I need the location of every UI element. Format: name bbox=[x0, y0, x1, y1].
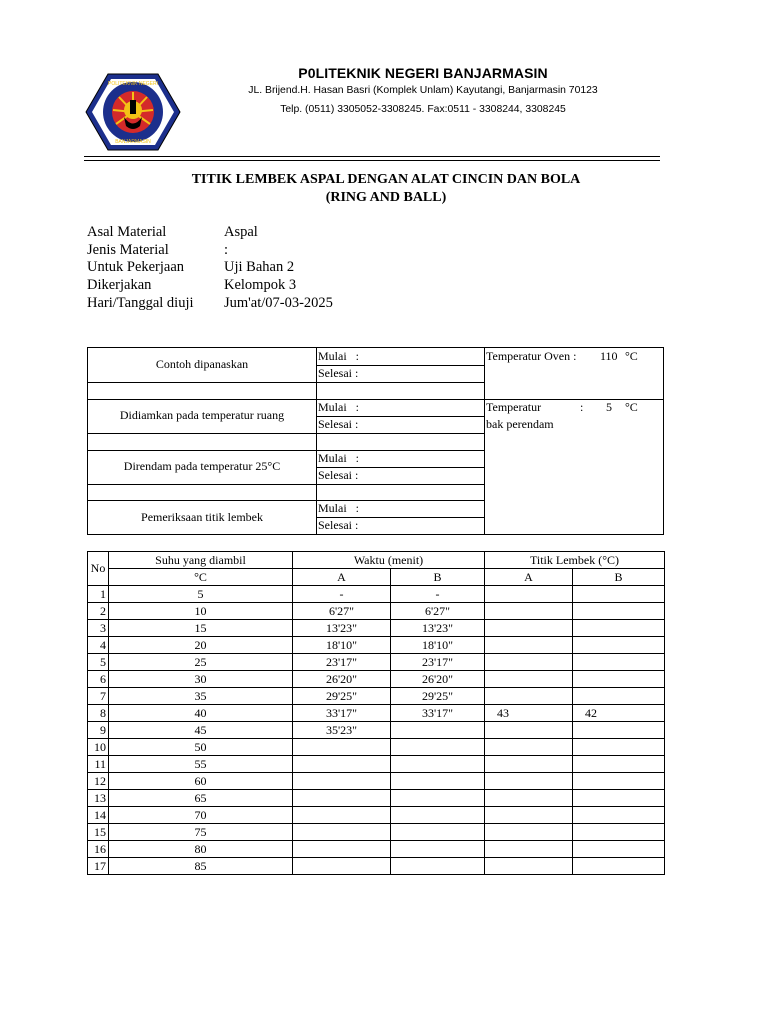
header-rule-thick bbox=[84, 156, 660, 157]
time-a-cell bbox=[293, 756, 391, 773]
table-row bbox=[88, 654, 665, 671]
bath-temperature-label-2: bak perendam bbox=[486, 417, 554, 431]
row-number: 10 bbox=[88, 739, 109, 756]
step-soak-start: Mulai : bbox=[318, 451, 359, 465]
bath-temperature-colon: : bbox=[580, 400, 584, 414]
softening-a-cell bbox=[485, 688, 573, 705]
temperature-cell: 20 bbox=[109, 637, 293, 654]
table-row bbox=[88, 773, 665, 790]
time-a-cell: 35'23" bbox=[293, 722, 391, 739]
table-row bbox=[88, 586, 665, 603]
time-a-cell: 23'17" bbox=[293, 654, 391, 671]
table-row bbox=[88, 807, 665, 824]
bath-temperature-unit: °C bbox=[625, 400, 638, 414]
row-number: 15 bbox=[88, 824, 109, 841]
header-softening-b: B bbox=[573, 569, 665, 586]
time-a-cell bbox=[293, 858, 391, 875]
step-test-start: Mulai : bbox=[318, 501, 359, 515]
row-number: 4 bbox=[88, 637, 109, 654]
softening-a-cell bbox=[485, 807, 573, 824]
softening-b-cell bbox=[573, 688, 665, 705]
time-b-cell bbox=[391, 858, 485, 875]
softening-b-cell bbox=[573, 773, 665, 790]
softening-a-cell bbox=[485, 671, 573, 688]
row-number: 14 bbox=[88, 807, 109, 824]
temperature-cell: 15 bbox=[109, 620, 293, 637]
softening-a-cell bbox=[485, 824, 573, 841]
bath-temperature-label: Temperatur bbox=[486, 400, 542, 414]
info-label-material-origin: Asal Material bbox=[87, 224, 167, 240]
time-b-cell bbox=[391, 773, 485, 790]
row-number: 6 bbox=[88, 671, 109, 688]
time-b-cell bbox=[391, 790, 485, 807]
time-b-cell: 23'17" bbox=[391, 654, 485, 671]
row-number: 8 bbox=[88, 705, 109, 722]
table-row bbox=[88, 620, 665, 637]
header-temperature-unit: °C bbox=[109, 569, 293, 586]
softening-b-cell bbox=[573, 603, 665, 620]
step-rest-label: Didiamkan pada temperatur ruang bbox=[119, 408, 285, 422]
info-value-done-by: Kelompok 3 bbox=[224, 277, 297, 293]
time-b-cell: 13'23" bbox=[391, 620, 485, 637]
time-a-cell bbox=[293, 739, 391, 756]
row-number: 9 bbox=[88, 722, 109, 739]
softening-b-cell bbox=[573, 671, 665, 688]
temperature-cell: 10 bbox=[109, 603, 293, 620]
softening-b-cell bbox=[573, 722, 665, 739]
softening-b-cell bbox=[573, 620, 665, 637]
softening-b-cell bbox=[573, 586, 665, 603]
temperature-cell: 65 bbox=[109, 790, 293, 807]
step-test-label: Pemeriksaan titik lembek bbox=[141, 510, 263, 524]
temperature-cell: 70 bbox=[109, 807, 293, 824]
table-row bbox=[88, 637, 665, 654]
table-body bbox=[88, 586, 665, 875]
time-b-cell bbox=[391, 756, 485, 773]
softening-a-cell bbox=[485, 790, 573, 807]
info-value-work: Uji Bahan 2 bbox=[224, 259, 295, 275]
temperature-cell: 45 bbox=[109, 722, 293, 739]
temperature-cell: 85 bbox=[109, 858, 293, 875]
table-row bbox=[88, 671, 665, 688]
table-row bbox=[88, 705, 665, 722]
step-heat-end: Selesai : bbox=[318, 366, 359, 380]
softening-point-table bbox=[87, 551, 665, 875]
softening-b-cell bbox=[573, 790, 665, 807]
temperature-cell: 5 bbox=[109, 586, 293, 603]
time-b-cell bbox=[391, 841, 485, 858]
table-row bbox=[88, 824, 665, 841]
time-a-cell: 6'27" bbox=[293, 603, 391, 620]
softening-a-cell bbox=[485, 739, 573, 756]
row-number: 5 bbox=[88, 654, 109, 671]
info-value-material-type: : bbox=[224, 242, 229, 258]
temperature-cell: 50 bbox=[109, 739, 293, 756]
row-number: 11 bbox=[88, 756, 109, 773]
softening-b-cell bbox=[573, 858, 665, 875]
header-time-b: B bbox=[391, 569, 485, 586]
table-row bbox=[88, 790, 665, 807]
bath-temperature-value: 5 bbox=[606, 400, 612, 414]
header-softening-point: Titik Lembek (°C) bbox=[485, 552, 665, 569]
info-value-material-origin: Aspal bbox=[224, 224, 258, 240]
table-row bbox=[88, 722, 665, 739]
softening-a-cell: 43 bbox=[485, 705, 573, 722]
step-rest-end: Selesai : bbox=[318, 417, 359, 431]
oven-temperature-value: 110 bbox=[600, 349, 618, 363]
temperature-cell: 35 bbox=[109, 688, 293, 705]
time-b-cell bbox=[391, 824, 485, 841]
time-a-cell bbox=[293, 773, 391, 790]
temperature-cell: 25 bbox=[109, 654, 293, 671]
table-row bbox=[88, 603, 665, 620]
time-a-cell: 26'20" bbox=[293, 671, 391, 688]
oven-temperature-label: Temperatur Oven : bbox=[486, 349, 577, 363]
institution-name: P0LITEKNIK NEGERI BANJARMASIN bbox=[298, 65, 548, 81]
info-value-test-date: Jum'at/07-03-2025 bbox=[224, 295, 333, 311]
svg-text:BANJARMASIN: BANJARMASIN bbox=[115, 139, 151, 145]
time-b-cell: - bbox=[391, 586, 485, 603]
softening-a-cell bbox=[485, 722, 573, 739]
softening-b-cell bbox=[573, 807, 665, 824]
table-row bbox=[88, 756, 665, 773]
softening-a-cell bbox=[485, 841, 573, 858]
time-b-cell bbox=[391, 739, 485, 756]
time-a-cell: 29'25" bbox=[293, 688, 391, 705]
softening-b-cell bbox=[573, 637, 665, 654]
process-table bbox=[87, 347, 664, 535]
header-time-a: A bbox=[293, 569, 391, 586]
time-a-cell: - bbox=[293, 586, 391, 603]
info-label-material-type: Jenis Material bbox=[87, 242, 169, 258]
softening-b-cell: 42 bbox=[573, 705, 665, 722]
header-time: Waktu (menit) bbox=[293, 552, 485, 569]
temperature-cell: 75 bbox=[109, 824, 293, 841]
step-rest-start: Mulai : bbox=[318, 400, 359, 414]
row-number: 2 bbox=[88, 603, 109, 620]
time-a-cell: 33'17" bbox=[293, 705, 391, 722]
info-label-done-by: Dikerjakan bbox=[87, 277, 152, 293]
row-number: 16 bbox=[88, 841, 109, 858]
time-b-cell bbox=[391, 807, 485, 824]
softening-a-cell bbox=[485, 637, 573, 654]
temperature-cell: 80 bbox=[109, 841, 293, 858]
softening-a-cell bbox=[485, 756, 573, 773]
softening-b-cell bbox=[573, 756, 665, 773]
temperature-cell: 55 bbox=[109, 756, 293, 773]
institution-address: JL. Brijend.H. Hasan Basri (Komplek Unlam) Kayutangi, Banjarmasin 70123 bbox=[248, 85, 598, 96]
info-label-work: Untuk Pekerjaan bbox=[87, 259, 185, 275]
temperature-cell: 40 bbox=[109, 705, 293, 722]
row-number: 3 bbox=[88, 620, 109, 637]
time-a-cell bbox=[293, 824, 391, 841]
oven-temperature-unit: °C bbox=[625, 349, 638, 363]
table-row bbox=[88, 841, 665, 858]
softening-b-cell bbox=[573, 841, 665, 858]
row-number: 1 bbox=[88, 586, 109, 603]
softening-a-cell bbox=[485, 603, 573, 620]
time-a-cell: 13'23" bbox=[293, 620, 391, 637]
row-number: 12 bbox=[88, 773, 109, 790]
step-soak-end: Selesai : bbox=[318, 468, 359, 482]
header-temperature: Suhu yang diambil bbox=[109, 552, 293, 569]
time-a-cell bbox=[293, 841, 391, 858]
softening-a-cell bbox=[485, 773, 573, 790]
header-no: No bbox=[88, 552, 109, 586]
softening-a-cell bbox=[485, 620, 573, 637]
softening-b-cell bbox=[573, 824, 665, 841]
softening-a-cell bbox=[485, 586, 573, 603]
time-b-cell: 6'27" bbox=[391, 603, 485, 620]
table-row bbox=[88, 858, 665, 875]
temperature-cell: 30 bbox=[109, 671, 293, 688]
step-soak-label: Direndam pada temperatur 25°C bbox=[123, 459, 281, 473]
info-label-test-date: Hari/Tanggal diuji bbox=[87, 295, 194, 311]
row-number: 13 bbox=[88, 790, 109, 807]
row-number: 7 bbox=[88, 688, 109, 705]
table-row bbox=[88, 739, 665, 756]
time-b-cell: 29'25" bbox=[391, 688, 485, 705]
step-test-end: Selesai : bbox=[318, 518, 359, 532]
time-a-cell bbox=[293, 807, 391, 824]
softening-b-cell bbox=[573, 739, 665, 756]
table-row bbox=[88, 688, 665, 705]
time-a-cell: 18'10" bbox=[293, 637, 391, 654]
time-b-cell: 26'20" bbox=[391, 671, 485, 688]
softening-b-cell bbox=[573, 654, 665, 671]
step-heat-start: Mulai : bbox=[318, 349, 359, 363]
institution-telephone: Telp. (0511) 3305052-3308245. Fax:0511 - 3308244, 3308245 bbox=[280, 104, 566, 115]
time-b-cell: 33'17" bbox=[391, 705, 485, 722]
time-a-cell bbox=[293, 790, 391, 807]
document-title: TITIK LEMBEK ASPAL DENGAN ALAT CINCIN DAN BOLA bbox=[191, 172, 581, 187]
softening-a-cell bbox=[485, 858, 573, 875]
row-number: 17 bbox=[88, 858, 109, 875]
document-subtitle: (RING AND BALL) bbox=[325, 190, 447, 205]
softening-a-cell bbox=[485, 654, 573, 671]
header-rule-thin bbox=[84, 160, 660, 161]
institution-logo bbox=[84, 70, 182, 154]
svg-text:POLITEKNIK NEGERI: POLITEKNIK NEGERI bbox=[107, 81, 159, 87]
time-b-cell bbox=[391, 722, 485, 739]
temperature-cell: 60 bbox=[109, 773, 293, 790]
step-heat-label: Contoh dipanaskan bbox=[155, 357, 249, 371]
header-softening-a: A bbox=[485, 569, 573, 586]
time-b-cell: 18'10" bbox=[391, 637, 485, 654]
